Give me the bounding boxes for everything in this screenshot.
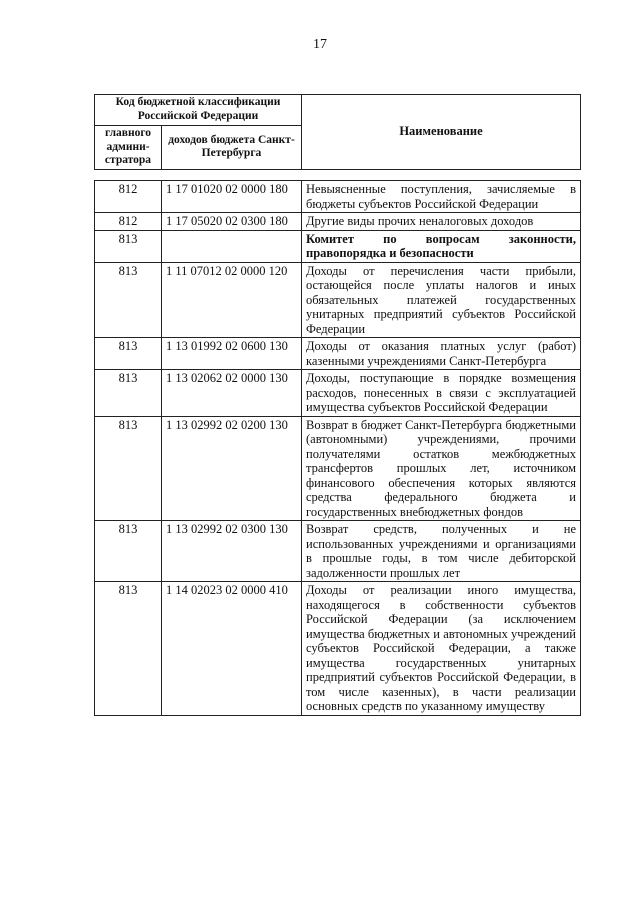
- admin-code-cell: 813: [95, 338, 162, 370]
- admin-code-cell: 812: [95, 181, 162, 213]
- admin-code-cell: 813: [95, 262, 162, 338]
- revenue-name-cell: Доходы от перечисления части прибыли, остающейся после уплаты налогов и иных обязательных платежей государственных унитарных предприятий субъектов Российской Федерации: [302, 262, 581, 338]
- revenue-table: [94, 180, 581, 716]
- admin-code-cell: 812: [95, 213, 162, 231]
- revenue-name-cell: Доходы, поступающие в порядке возмещения расходов, понесенных в связи с эксплуатацией имущества субъектов Российской Федерации: [302, 370, 581, 417]
- admin-code-cell: 813: [95, 370, 162, 417]
- table-row: [95, 416, 581, 521]
- admin-code-cell: 813: [95, 582, 162, 716]
- table-row: [95, 338, 581, 370]
- revenue-name-cell: Невыясненные поступления, зачисляемые в бюджеты субъектов Российской Федерации: [302, 181, 581, 213]
- classification-code-cell: 1 13 02992 02 0300 130: [162, 521, 302, 582]
- classification-code-cell: [162, 230, 302, 262]
- table-row: [95, 582, 581, 716]
- revenue-name-cell: Другие виды прочих неналоговых доходов: [302, 213, 581, 231]
- table-row: [95, 521, 581, 582]
- revenue-column-header: доходов бюджета Санкт-Петербурга: [162, 125, 302, 169]
- table-row: [95, 230, 581, 262]
- admin-code-cell: 813: [95, 521, 162, 582]
- classification-code-cell: 1 11 07012 02 0000 120: [162, 262, 302, 338]
- classification-code-cell: 1 17 05020 02 0300 180: [162, 213, 302, 231]
- admin-column-header: главного админи-стратора: [95, 125, 162, 169]
- table-row: [95, 181, 581, 213]
- table-row: [95, 262, 581, 338]
- admin-code-cell: 813: [95, 230, 162, 262]
- revenue-name-cell: Доходы от оказания платных услуг (работ) казенными учреждениями Санкт-Петербурга: [302, 338, 581, 370]
- admin-code-cell: 813: [95, 416, 162, 521]
- page-number: 17: [313, 37, 327, 52]
- revenue-name-cell: Возврат средств, полученных и не использованных учреждениями и организациями в прошлые годы, в том числе дебиторской задолженности прошлых лет: [302, 521, 581, 582]
- table-header: [94, 94, 581, 170]
- classification-code-cell: 1 13 02062 02 0000 130: [162, 370, 302, 417]
- classification-code-cell: 1 14 02023 02 0000 410: [162, 582, 302, 716]
- classification-code-cell: 1 17 01020 02 0000 180: [162, 181, 302, 213]
- revenue-name-cell: Возврат в бюджет Санкт-Петербурга бюджетными (автономными) учреждениями, прочими получателями остатков межбюджетных трансфертов прошлых лет, источником финансового обеспечения которых являются средства федерального бюджета и государственных внебюджетных фондов: [302, 416, 581, 521]
- table-row: [95, 370, 581, 417]
- revenue-name-cell: Комитет по вопросам законности, правопорядка и безопасности: [302, 230, 581, 262]
- classification-code-cell: 1 13 02992 02 0200 130: [162, 416, 302, 521]
- table-row: [95, 213, 581, 231]
- name-column-header: Наименование: [302, 95, 581, 170]
- classification-code-cell: 1 13 01992 02 0600 130: [162, 338, 302, 370]
- revenue-name-cell: Доходы от реализации иного имущества, находящегося в собственности субъектов Российской Федерации (за исключением имущества бюджетных и автономных учреждений субъектов Российской Федерации, а также имущества государственных унитарных предприятий субъектов Российской Федерации, в том числе казенных), в части реализации основных средств по указанному имуществу: [302, 582, 581, 716]
- budget-classification-header: Код бюджетной классификации Российской Федерации: [95, 95, 302, 126]
